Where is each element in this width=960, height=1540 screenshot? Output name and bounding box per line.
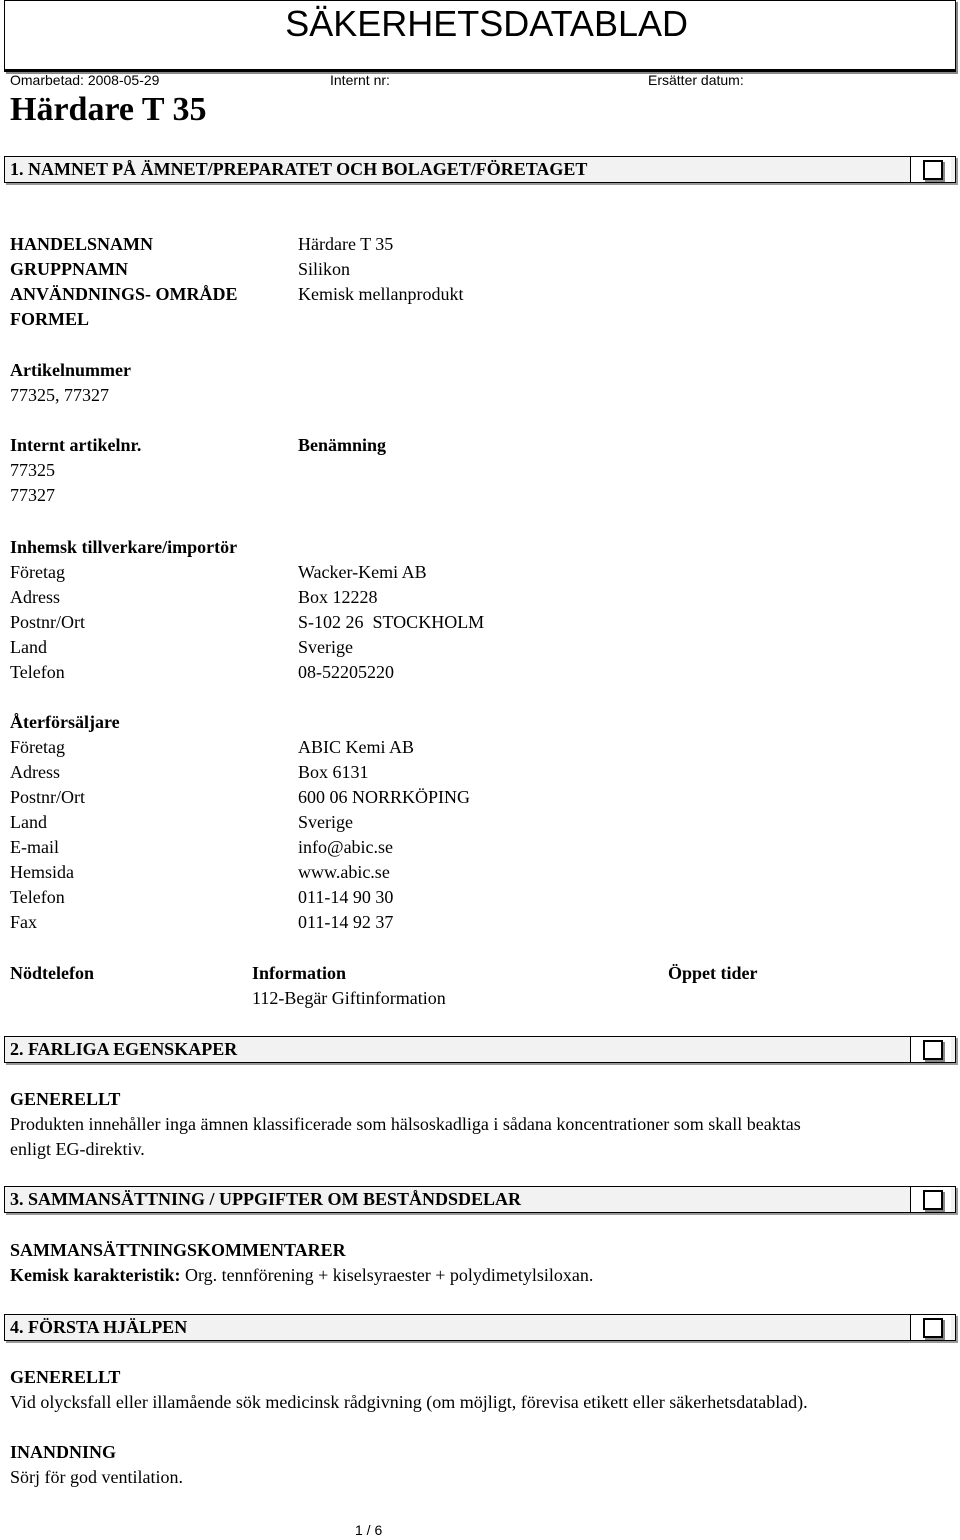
emergency-info: 112-Begär Giftinformation — [252, 988, 446, 1008]
section-4-checkbox — [910, 1315, 951, 1340]
emergency-label: Nödtelefon — [10, 963, 94, 983]
manufacturer-company: Wacker-Kemi AB — [298, 562, 427, 582]
trade-name-value: Härdare T 35 — [298, 234, 394, 254]
reseller-company: ABIC Kemi AB — [298, 737, 415, 757]
reseller-heading: Återförsäljare — [10, 712, 120, 732]
section-2-general-line-1: Produkten innehåller inga ämnen klassificerade som hälsoskadliga i sådana koncentrationer som skall beaktas — [10, 1114, 801, 1134]
checkbox-icon — [923, 1318, 943, 1338]
inhalation-label: INANDNING — [10, 1442, 117, 1462]
section-2-header — [4, 1036, 956, 1063]
manufacturer-address-label: Adress — [10, 587, 60, 607]
emergency-info-label: Information — [252, 963, 346, 983]
internal-article-2: 77327 — [10, 485, 55, 505]
usage-value: Kemisk mellanprodukt — [298, 284, 464, 304]
manufacturer-address: Box 12228 — [298, 587, 378, 607]
internal-number: Internt nr: — [330, 72, 390, 88]
manufacturer-country-label: Land — [10, 637, 47, 657]
manufacturer-phone-label: Telefon — [10, 662, 65, 682]
manufacturer-company-label: Företag — [10, 562, 65, 582]
manufacturer-phone: 08-52205220 — [298, 662, 394, 682]
usage-label: ANVÄNDNINGS- OMRÅDE — [10, 284, 238, 304]
reseller-phone-label: Telefon — [10, 887, 65, 907]
internal-article-label: Internt artikelnr. — [10, 435, 142, 455]
document-title: SÄKERHETSDATABLAD — [285, 3, 688, 44]
section-1-header — [4, 156, 956, 183]
reseller-country-label: Land — [10, 812, 47, 832]
manufacturer-postal-label: Postnr/Ort — [10, 612, 86, 632]
reseller-company-label: Företag — [10, 737, 65, 757]
section-1-title: 1. NAMNET PÅ ÄMNET/PREPARATET OCH BOLAGET/FÖRETAGET — [10, 159, 588, 179]
section-4-general-label: GENERELLT — [10, 1367, 121, 1387]
reseller-address-label: Adress — [10, 762, 60, 782]
reseller-email-label: E-mail — [10, 837, 59, 857]
section-4-general-text: Vid olycksfall eller illamående sök medicinsk rådgivning (om möjligt, förevisa etikett eller säkerhetsdatablad). — [10, 1392, 808, 1412]
section-3-checkbox — [910, 1187, 951, 1212]
section-2-title: 2. FARLIGA EGENSKAPER — [10, 1039, 238, 1059]
formula-label: FORMEL — [10, 309, 89, 329]
article-number-label: Artikelnummer — [10, 360, 131, 380]
manufacturer-postal: S-102 26 STOCKHOLM — [298, 612, 485, 632]
checkbox-icon — [923, 1190, 943, 1210]
section-1-checkbox — [910, 157, 951, 182]
product-name: Härdare T 35 — [10, 91, 207, 128]
manufacturer-heading: Inhemsk tillverkare/importör — [10, 537, 238, 557]
reseller-email[interactable]: info@abic.se — [298, 837, 394, 857]
chemical-characteristic — [10, 1263, 593, 1288]
group-name-label: GRUPPNAMN — [10, 259, 128, 279]
article-number-value: 77325, 77327 — [10, 385, 109, 405]
checkbox-icon — [923, 1040, 943, 1060]
manufacturer-country: Sverige — [298, 637, 353, 657]
section-3-header — [4, 1186, 956, 1213]
section-4-title: 4. FÖRSTA HJÄLPEN — [10, 1317, 188, 1337]
replaces-date: Ersätter datum: — [648, 72, 744, 88]
designation-label: Benämning — [298, 435, 387, 455]
page-number: 1 / 6 — [355, 1522, 383, 1538]
trade-name-label: HANDELSNAMN — [10, 234, 154, 254]
group-name-value: Silikon — [298, 259, 351, 279]
reseller-web[interactable]: www.abic.se — [298, 862, 390, 882]
reseller-country: Sverige — [298, 812, 353, 832]
emergency-hours-label: Öppet tider — [668, 963, 758, 983]
reseller-address: Box 6131 — [298, 762, 369, 782]
section-2-general-label: GENERELLT — [10, 1089, 121, 1109]
reseller-web-label: Hemsida — [10, 862, 74, 882]
reseller-fax-label: Fax — [10, 912, 37, 932]
composition-comments-label: SAMMANSÄTTNINGSKOMMENTARER — [10, 1240, 346, 1260]
section-4-header — [4, 1314, 956, 1341]
revised-date: Omarbetad: 2008-05-29 — [10, 72, 160, 88]
chemical-characteristic-text: Org. tennförening + kiselsyraester + polydimetylsiloxan. — [180, 1265, 594, 1285]
chemical-characteristic-label: Kemisk karakteristik: — [10, 1265, 181, 1285]
reseller-phone: 011-14 90 30 — [298, 887, 394, 907]
reseller-fax: 011-14 92 37 — [298, 912, 394, 932]
section-2-checkbox — [910, 1037, 951, 1062]
inhalation-text: Sörj för god ventilation. — [10, 1467, 183, 1487]
reseller-postal-label: Postnr/Ort — [10, 787, 86, 807]
section-2-general-line-2: enligt EG-direktiv. — [10, 1139, 145, 1159]
section-3-title: 3. SAMMANSÄTTNING / UPPGIFTER OM BESTÅNDSDELAR — [10, 1189, 522, 1209]
reseller-postal: 600 06 NORRKÖPING — [298, 787, 471, 807]
internal-article-1: 77325 — [10, 460, 55, 480]
checkbox-icon — [923, 160, 943, 180]
